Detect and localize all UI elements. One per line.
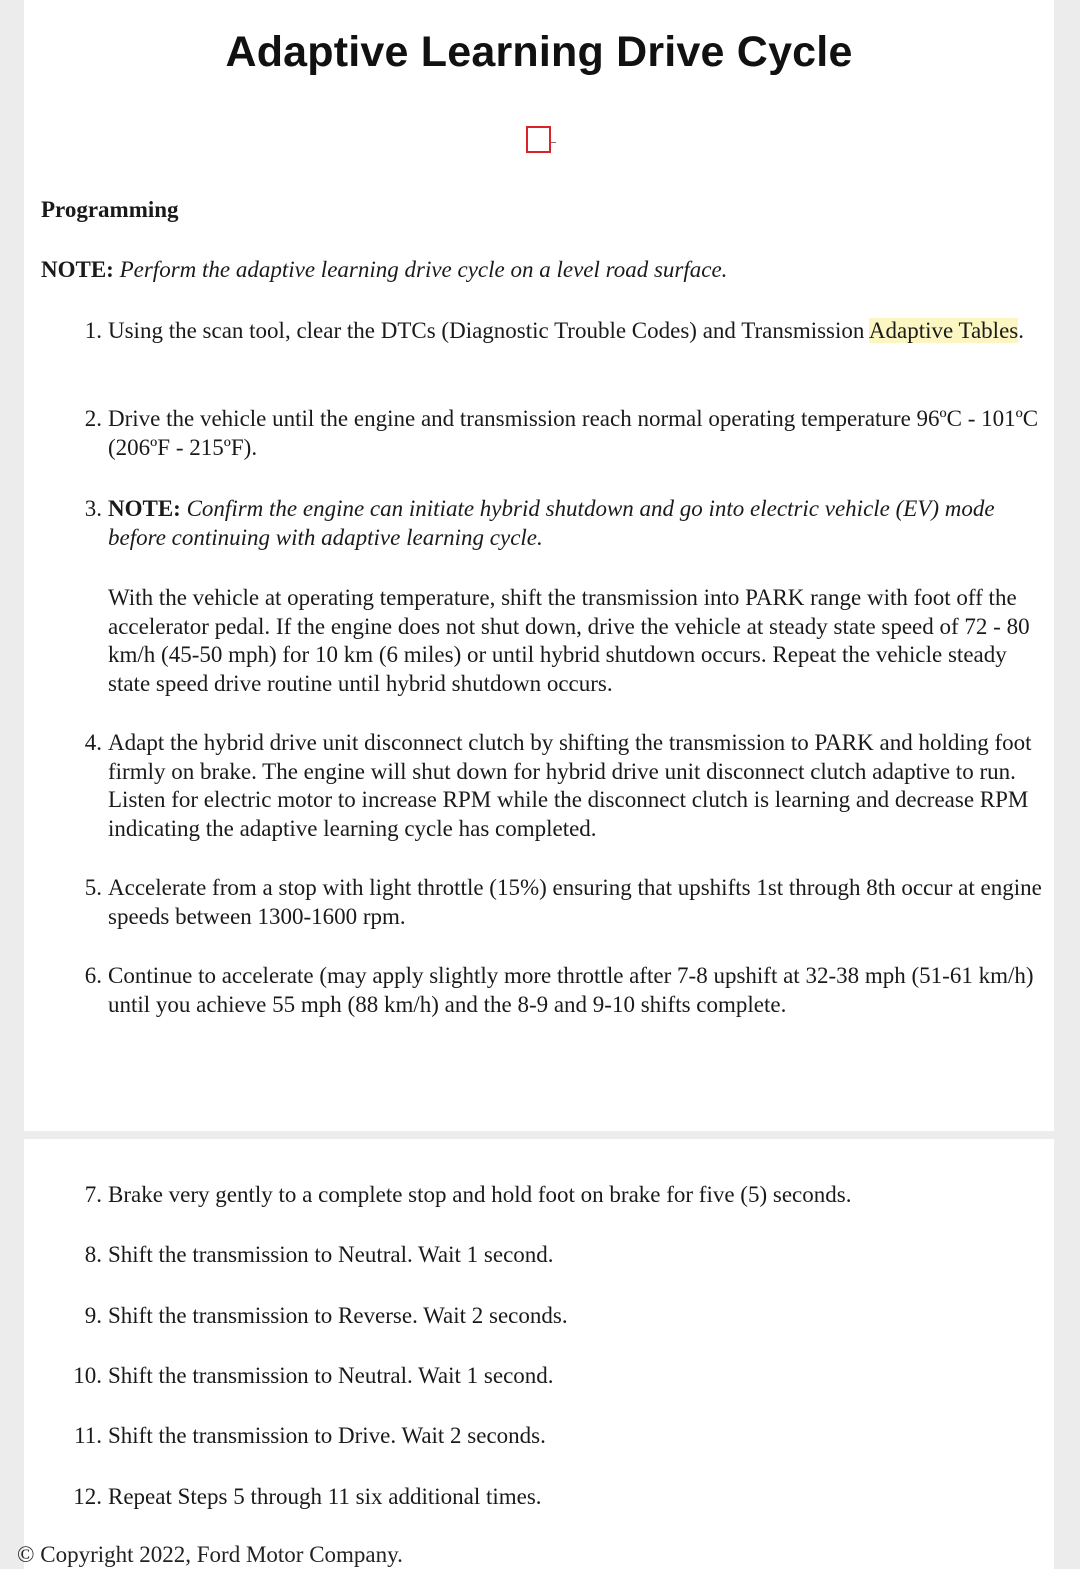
- note-text: Perform the adaptive learning drive cycle on a level road surface.: [119, 257, 728, 282]
- step-note-text: Confirm the engine can initiate hybrid shutdown and go into electric vehicle (EV) mode before continuing with adaptive learning cycle.: [108, 496, 995, 550]
- step-text: Shift the transmission to Neutral. Wait 1 second.: [108, 1242, 554, 1267]
- step-text: Repeat Steps 5 through 11 six additional times.: [108, 1484, 542, 1509]
- step-text: Using the scan tool, clear the DTCs (Diagnostic Trouble Codes) and Transmission: [108, 318, 869, 343]
- step-2: [84, 405, 1043, 462]
- step-number: 6.: [84, 963, 102, 988]
- step-text: Adapt the hybrid drive unit disconnect clutch by shifting the transmission to PARK and holding foot firmly on brake. The engine will shut down for hybrid drive unit disconnect clutch adaptive to run. Listen for electric motor to increase RPM while the disconnect clutch is learning and decrease RPM indicating the adaptive learning cycle has completed.: [108, 730, 1032, 841]
- adaptive-tables-link[interactable]: Adaptive Tables: [868, 318, 1019, 343]
- step-7: [84, 1181, 1043, 1210]
- step-number: 4.: [84, 730, 102, 755]
- broken-image-icon: [526, 126, 551, 153]
- step-number: 1.: [84, 318, 102, 343]
- copyright-footer: © Copyright 2022, Ford Motor Company.: [17, 1542, 403, 1567]
- step-3: [84, 495, 1043, 698]
- step-text: Continue to accelerate (may apply slightly more throttle after 7-8 upshift at 32-38 mph (51-61 km/h) until you achieve 55 mph (88 km/h) and the 8-9 and 9-10 shifts complete.: [108, 963, 1034, 1017]
- step-6: [84, 962, 1050, 1019]
- step-number: 9.: [84, 1303, 102, 1328]
- step-text: With the vehicle at operating temperature, shift the transmission into PARK range with foot off the accelerator pedal. If the engine does not shut down, drive the vehicle at steady state speed of 72 - 80 km/h (45-50 mph) for 10 km (6 miles) or until hybrid shutdown occurs. Repeat the vehicle steady state speed drive routine until hybrid shutdown occurs.: [108, 585, 1030, 696]
- step-number: 12.: [73, 1484, 102, 1509]
- step-10: [73, 1362, 1043, 1391]
- step-number: 7.: [84, 1182, 102, 1207]
- note: [41, 257, 727, 283]
- step-text: Shift the transmission to Neutral. Wait 1 second.: [108, 1363, 554, 1388]
- step-number: 2.: [84, 406, 102, 431]
- step-12: [73, 1483, 1043, 1512]
- step-9: [84, 1302, 1043, 1331]
- step-text: Drive the vehicle until the engine and transmission reach normal operating temperature 96ºC - 101ºC (206ºF - 215ºF).: [108, 406, 1039, 460]
- step-text: Brake very gently to a complete stop and hold foot on brake for five (5) seconds.: [108, 1182, 852, 1207]
- page-title: Adaptive Learning Drive Cycle: [225, 28, 853, 76]
- note-label: NOTE:: [41, 257, 114, 282]
- step-text: Accelerate from a stop with light throttle (15%) ensuring that upshifts 1st through 8th occur at engine speeds between 1300-1600 rpm.: [108, 875, 1042, 929]
- document-page-1: [24, 0, 1054, 1131]
- step-text-end: .: [1018, 318, 1024, 343]
- step-number: 11.: [74, 1423, 102, 1448]
- step-1: [84, 317, 1043, 346]
- step-text: Shift the transmission to Reverse. Wait 2 seconds.: [108, 1303, 568, 1328]
- step-8: [84, 1241, 1043, 1270]
- step-5: [84, 874, 1043, 931]
- step-11: [74, 1422, 1043, 1451]
- step-4: [84, 729, 1043, 843]
- step-note: [108, 495, 1043, 552]
- step-number: 8.: [84, 1242, 102, 1267]
- step-number: 10.: [73, 1363, 102, 1388]
- document-page-2: [24, 1139, 1054, 1569]
- step-note-label: NOTE:: [108, 496, 181, 521]
- step-number: 5.: [84, 875, 102, 900]
- step-text: Shift the transmission to Drive. Wait 2 seconds.: [108, 1423, 546, 1448]
- section-heading: Programming: [41, 197, 179, 222]
- step-number: 3.: [84, 496, 102, 521]
